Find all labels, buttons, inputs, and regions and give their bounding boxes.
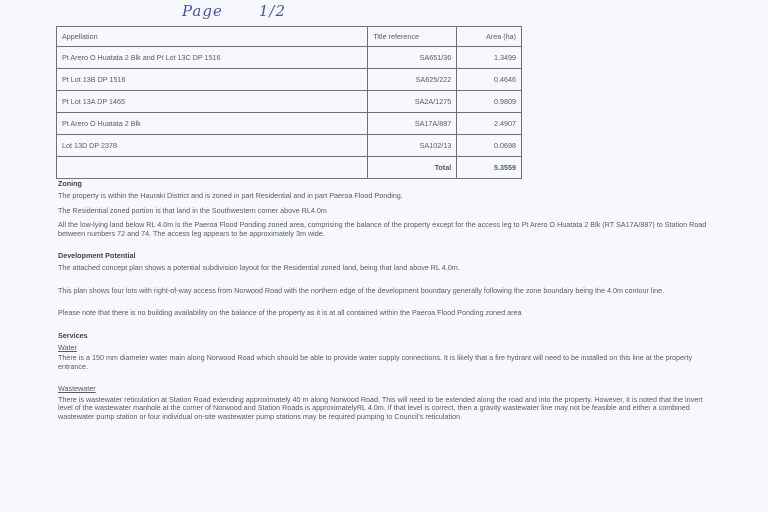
development-paragraph-2: This plan shows four lots with right-of-way access from Norwood Road with the northern edge of the development boundary generally following the zone boundary being the 4.0m contour line.: [58, 285, 665, 295]
cell-area: 0.4646: [457, 69, 522, 91]
cell-appellation: Pt Lot 13A DP 1465: [57, 91, 368, 113]
development-paragraph-3: Please note that there is no building availability on the balance of the property as it is at all contained within the Paeroa Flood Ponding zoned area: [58, 308, 522, 318]
cell-area: 0.9809: [457, 91, 522, 113]
header-appellation: Appellation: [57, 27, 368, 47]
cell-area: 2.4907: [457, 113, 522, 135]
cell-title: SA17A/887: [368, 113, 457, 135]
total-label: Total: [368, 157, 457, 179]
table-row: [57, 69, 522, 91]
cell-title: SA651/36: [368, 47, 457, 69]
header-area: Area (ha): [457, 27, 522, 47]
appellation-table: [56, 26, 522, 179]
cell-title: SA102/13: [368, 135, 457, 157]
cell-area: 1.3499: [457, 47, 522, 69]
cell-appellation: Pt Lot 13B DP 1516: [57, 69, 368, 91]
wastewater-paragraph: There is wastewater reticulation at Station Road extending approximately 40 m along Norwood Road. This will need to be extended along the road and into the property. However, it is noted that the invert level of the wastewater manhole at the corner of Norwood and Station Roads is approximatelyRL 4.0m. If that level is correct, then a gravity wastewater line may not be feasible and either a combined wastewater pump station or four individual on-site wastewater pump stations may be required pumping to Council's reticulation.: [58, 394, 703, 421]
table-row: [57, 135, 522, 157]
cell-appellation: Pt Arero O Huatata 2 Blk: [57, 113, 368, 135]
zoning-paragraph-1: The property is within the Hauraki District and is zoned in part Residential and in part Paeroa Flood Ponding.: [58, 191, 403, 201]
table-total-row: [57, 157, 522, 179]
table-row: [57, 91, 522, 113]
development-paragraph-1: The attached concept plan shows a potential subdivision layout for the Residential zoned land, being that land above RL 4.0m.: [58, 263, 460, 273]
cell-title: SA2A/1275: [368, 91, 457, 113]
wastewater-heading: Wastewater: [58, 384, 96, 394]
zoning-paragraph-3: All the low-lying land below RL 4.0m is the Paeroa Flood Ponding zoned area, comprising the balance of the property except for the access leg to Pt Arero O Huatata 2 Blk (RT SA17A/887) to Station Road between numbers 72 and 74. The access leg appears to be approximately 3m wide.: [58, 220, 707, 238]
zoning-heading: Zoning: [58, 179, 82, 188]
table-row: [57, 47, 522, 69]
total-value: 5.3559: [457, 157, 522, 179]
header-title-reference: Title reference: [368, 27, 457, 47]
cell-empty: [57, 157, 368, 179]
handwritten-page-annotation: [182, 2, 286, 20]
water-heading: Water: [58, 343, 77, 353]
services-heading: Services: [58, 330, 88, 340]
cell-appellation: Pt Arero O Huatata 2 Blk and Pt Lot 13C DP 1516: [57, 47, 368, 69]
cell-title: SA625/222: [368, 69, 457, 91]
water-paragraph: There is a 150 mm diameter water main along Norwood Road which should be able to provide water supply connections. It is likely that a fire hydrant will need to be installed on this line at the property entrance.: [58, 353, 693, 371]
table-header-row: [57, 27, 522, 47]
page-fraction: 1/2: [258, 2, 286, 20]
document-body: [58, 180, 708, 427]
table-row: [57, 113, 522, 135]
page-word: Page: [182, 2, 223, 20]
zoning-paragraph-2: The Residential zoned portion is that land in the Southwestern corner above RL4.0m: [58, 205, 327, 215]
cell-appellation: Lot 13D DP 2378: [57, 135, 368, 157]
cell-area: 0.0698: [457, 135, 522, 157]
development-heading: Development Potential: [58, 251, 136, 261]
